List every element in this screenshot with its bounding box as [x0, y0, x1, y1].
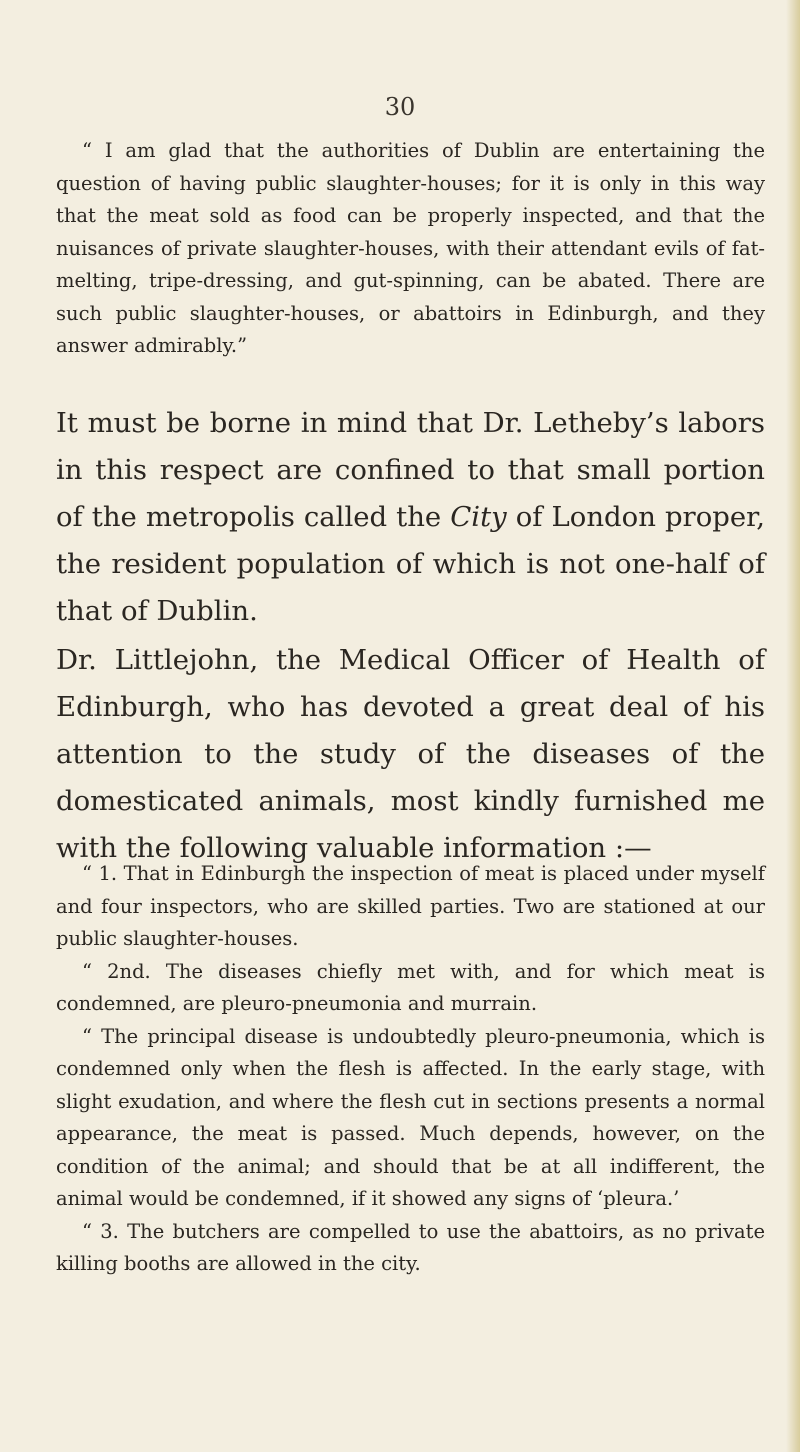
quote-dublin-text: “ I am glad that the authorities of Dublin are entertaining the question of having public slaughter-houses; for it is only in this way that the meat sold as food can be properly inspected, and that the nuisances of private slaughter-houses, with their attendant evils of fat-melting, tripe-dressing, and gut-spinning, can be abated. There are such public slaughter-houses, or abattoirs in Edinburgh, and they answer admirably.” [56, 139, 765, 357]
letheby-paragraph [56, 400, 765, 635]
information-item-4: “ 3. The butchers are compelled to use the abattoirs, as no private killing booths are allowed in the city. [56, 1219, 765, 1275]
letheby-text-italic-city: City [450, 501, 507, 533]
page-number: 30 [384, 93, 416, 121]
quote-dublin-paragraph [56, 135, 765, 363]
page-edge-shadow [786, 0, 800, 1452]
letheby-text [56, 400, 765, 635]
littlejohn-paragraph [56, 637, 765, 872]
information-item-2: “ 2nd. The diseases chiefly met with, and for which meat is condemned, are pleuro-pneumonia and murrain. [56, 959, 765, 1015]
information-list [56, 858, 765, 1281]
information-item-1: “ 1. That in Edinburgh the inspection of meat is placed under myself and four inspectors, who are skilled parties. Two are stationed at our public slaughter-houses. [56, 862, 765, 950]
letheby-text-start: It must be borne in mind that Dr. Letheby’s labors in this respect are confined to that small portion of the metropolis called the [56, 407, 765, 533]
littlejohn-text: Dr. Littlejohn, the Medical Officer of Health of Edinburgh, who has devoted a great deal of his attention to the study of the diseases of the domesticated animals, most kindly furnished me with the following valuable information :— [56, 644, 765, 864]
information-item-3: “ The principal disease is undoubtedly pleuro-pneumonia, which is condemned only when the flesh is affected. In the early stage, with slight exudation, and where the flesh cut in sections presents a normal appearance, the meat is passed. Much depends, however, on the condition of the animal; and should that be at all indifferent, the animal would be condemned, if it showed any signs of ‘pleura.’ [56, 1024, 765, 1210]
letheby-text-end: of London proper, the resident population of which is not one-half of that of Dublin. [56, 501, 765, 627]
